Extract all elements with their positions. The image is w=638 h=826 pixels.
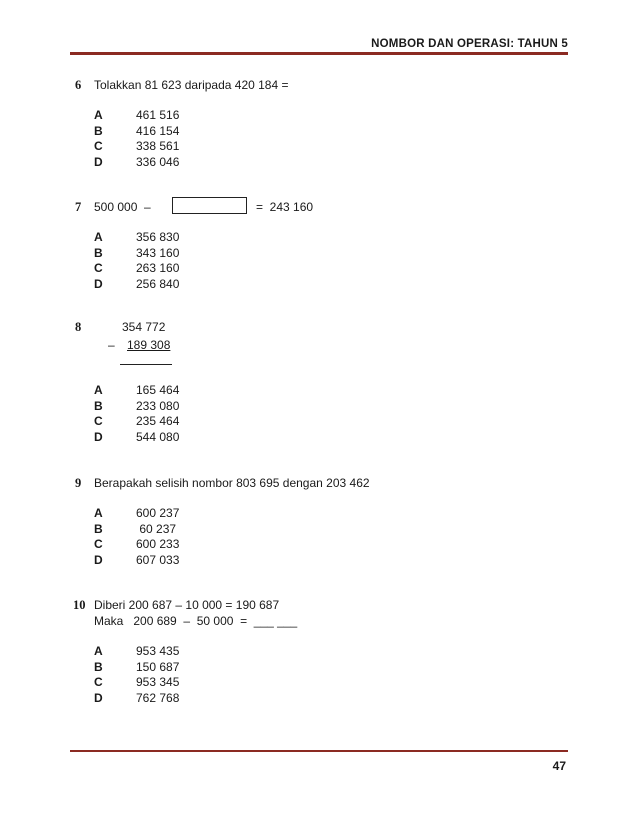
option-value: 762 768 (136, 690, 180, 705)
option-letter: D (94, 154, 103, 169)
answer-blank-box (172, 197, 247, 214)
option-letter: B (94, 123, 103, 138)
question-given-line: Diberi 200 687 – 10 000 = 190 687 (94, 598, 280, 612)
option-value: 953 345 (136, 675, 180, 689)
equation-right: = 243 160 (256, 200, 314, 214)
option-letter: D (94, 276, 103, 291)
option-value: 256 840 (136, 276, 180, 291)
minus-sign: – (108, 338, 115, 352)
option-value: 150 687 (136, 659, 180, 674)
option-value: 343 160 (136, 245, 180, 260)
question-number: 7 (75, 200, 82, 214)
option-letter: B (94, 521, 103, 536)
option-letter: C (94, 675, 103, 689)
question-text: Berapakah selisih nombor 803 695 dengan 203 462 (94, 476, 370, 490)
subtraction-bottom-number: 189 308 (127, 338, 171, 352)
option-letter: C (94, 414, 103, 428)
question-text: Tolakkan 81 623 daripada 420 184 = (94, 78, 289, 92)
page-number: 47 (552, 759, 566, 773)
option-value: 60 237 (136, 521, 177, 536)
option-letter: C (94, 139, 103, 153)
subtraction-top-number: 354 772 (122, 320, 166, 334)
equation-left: 500 000 – (94, 200, 151, 214)
option-letter: D (94, 429, 103, 444)
option-letter: A (94, 108, 103, 122)
option-letter: B (94, 659, 103, 674)
option-letter: B (94, 245, 103, 260)
option-letter: A (94, 230, 103, 244)
question-number: 6 (75, 78, 82, 92)
question-number: 8 (75, 320, 82, 334)
option-value: 338 561 (136, 139, 180, 153)
question-number: 10 (73, 598, 86, 612)
option-value: 416 154 (136, 123, 180, 138)
option-letter: D (94, 690, 103, 705)
option-value: 953 435 (136, 644, 180, 658)
option-value: 600 233 (136, 537, 180, 551)
option-letter: A (94, 644, 103, 658)
option-value: 607 033 (136, 552, 180, 567)
question-prompt-line: Maka 200 689 – 50 000 = ___ ___ (94, 614, 298, 628)
option-letter: B (94, 398, 103, 413)
answer-line (120, 364, 172, 365)
option-value: 263 160 (136, 261, 180, 275)
option-letter: D (94, 552, 103, 567)
question-number: 9 (75, 476, 82, 490)
option-letter: A (94, 506, 103, 520)
page-header-title: NOMBOR DAN OPERASI: TAHUN 5 (371, 38, 568, 50)
header-divider (70, 52, 568, 55)
option-letter: C (94, 537, 103, 551)
option-value: 336 046 (136, 154, 180, 169)
option-value: 461 516 (136, 108, 180, 122)
option-value: 233 080 (136, 398, 180, 413)
option-value: 600 237 (136, 506, 180, 520)
option-letter: C (94, 261, 103, 275)
footer-divider (70, 750, 568, 752)
option-letter: A (94, 383, 103, 397)
option-value: 235 464 (136, 414, 180, 428)
option-value: 544 080 (136, 429, 180, 444)
option-value: 356 830 (136, 230, 180, 244)
option-value: 165 464 (136, 383, 180, 397)
